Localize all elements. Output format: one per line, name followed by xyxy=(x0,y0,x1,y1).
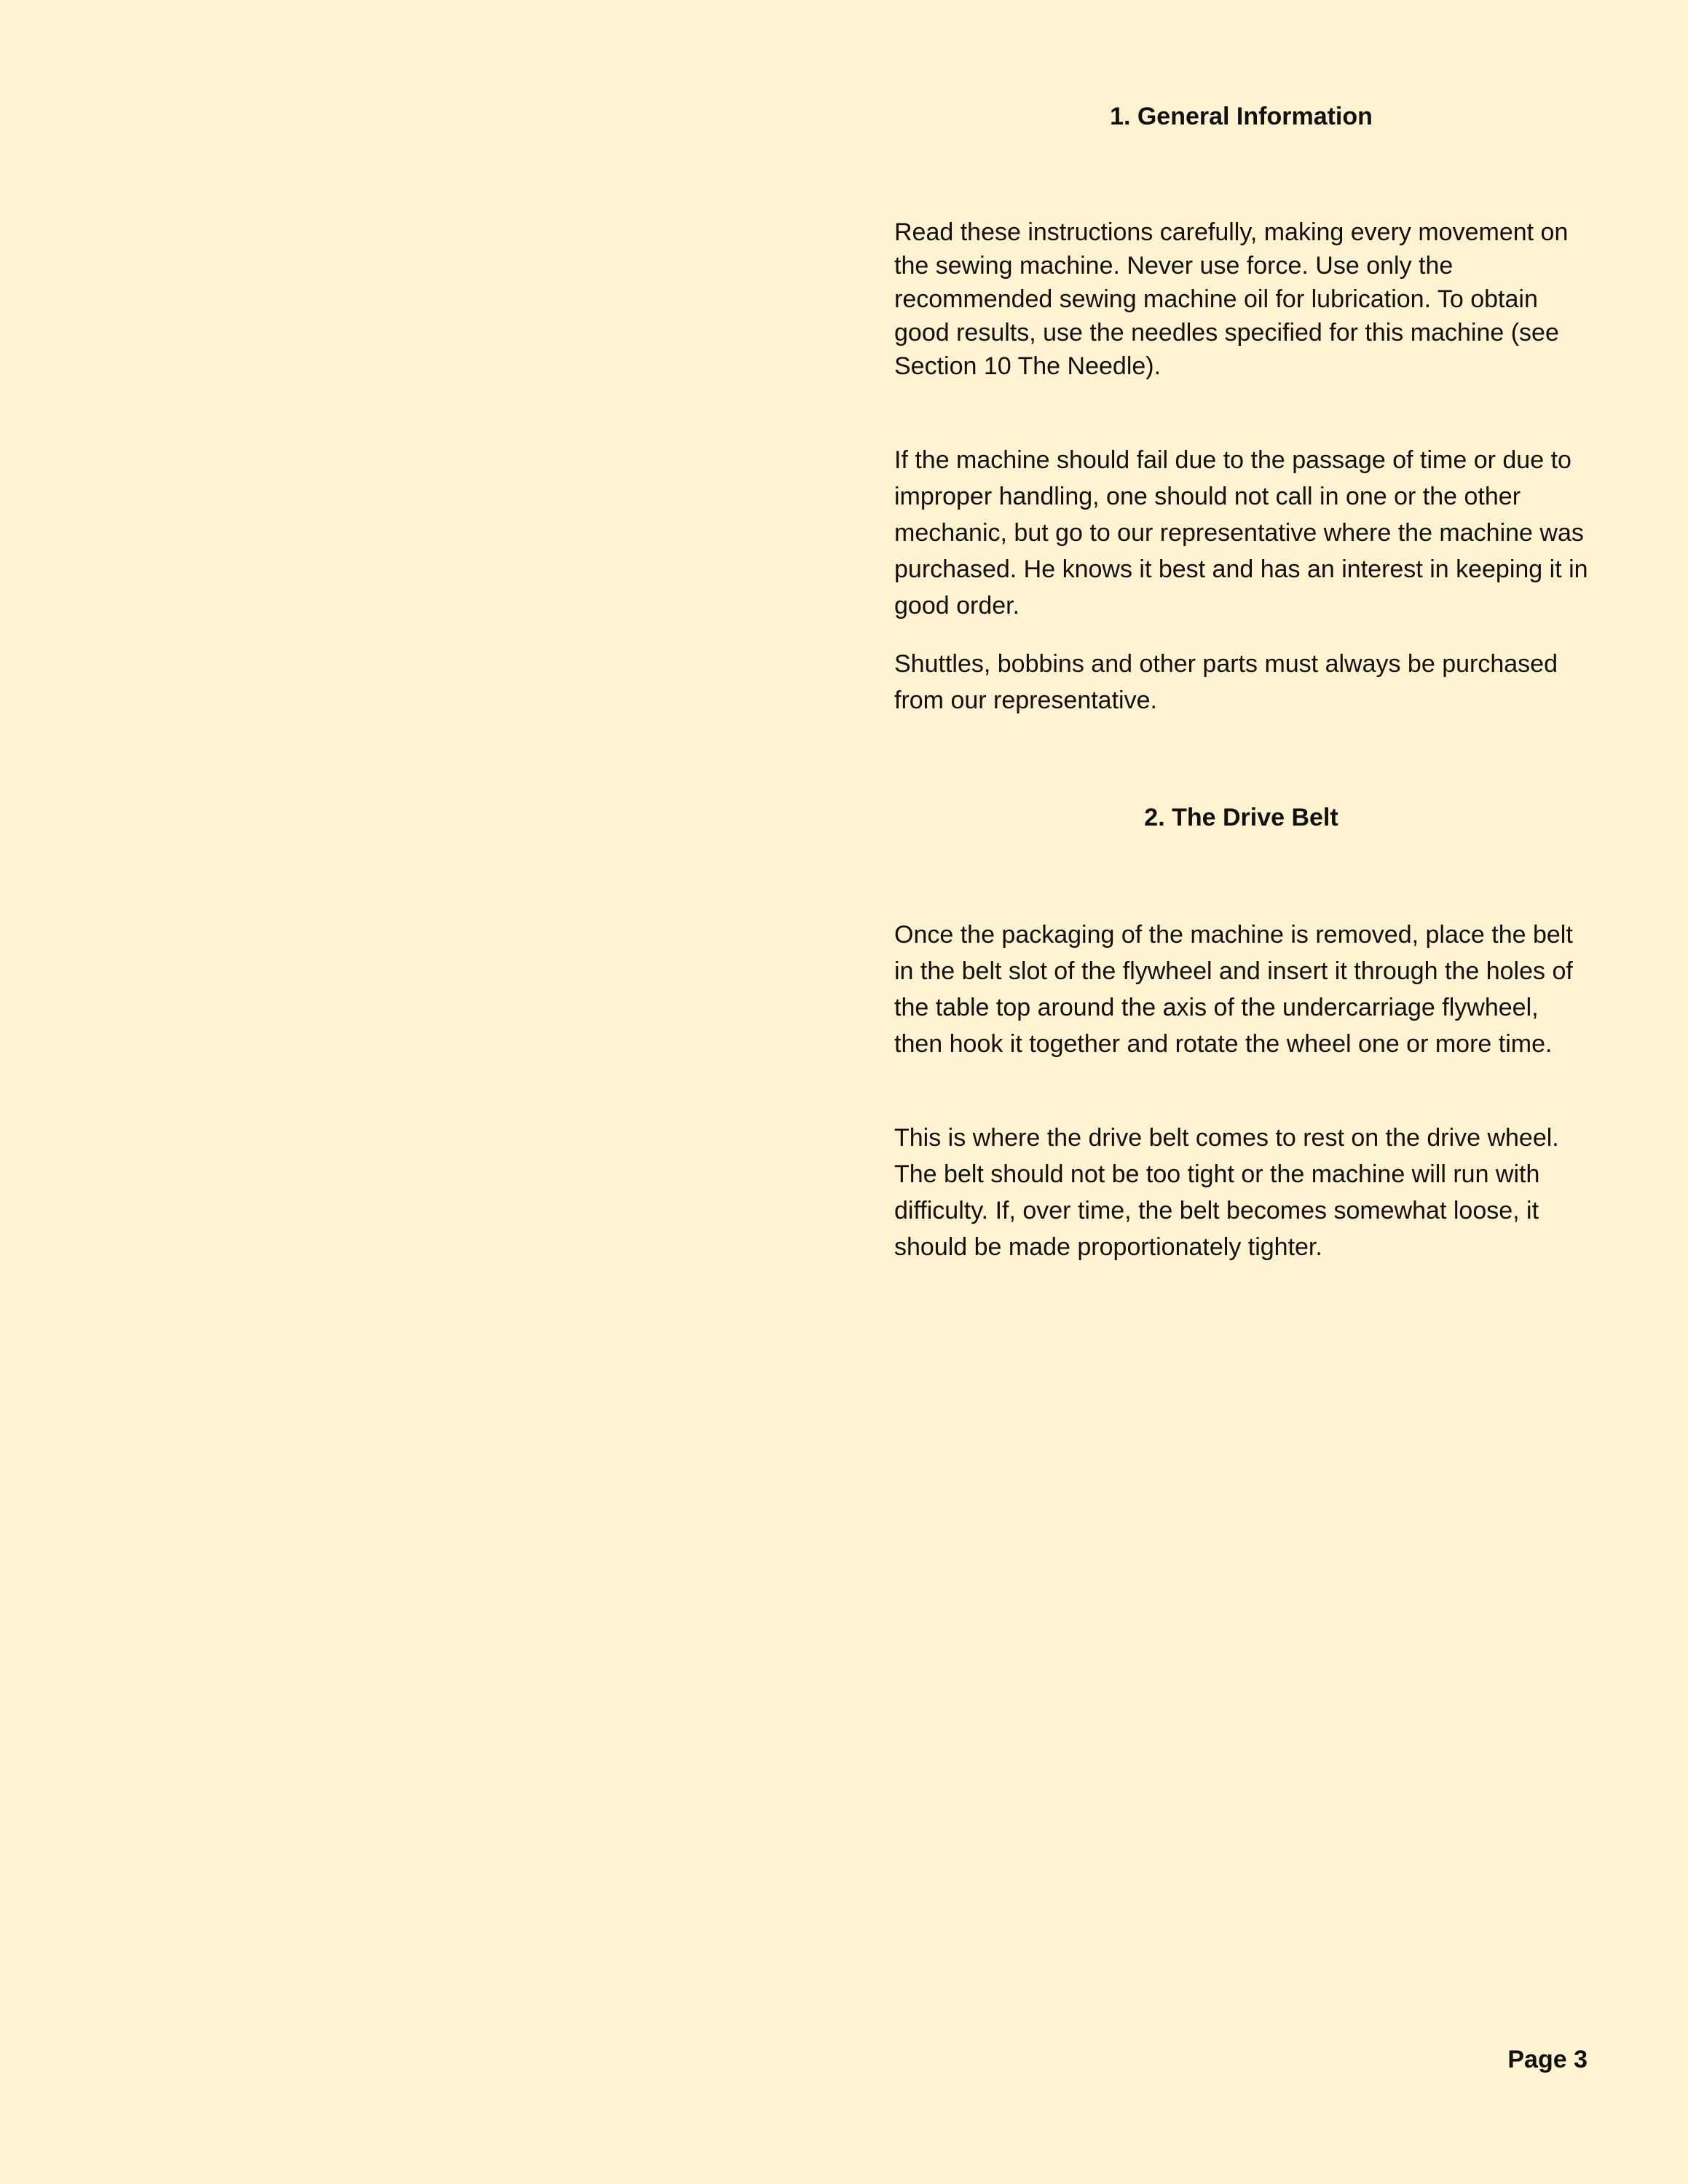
section-heading-general-information: 1. General Information xyxy=(1110,103,1373,130)
paragraph-drive-belt-1: Once the packaging of the machine is removed, place the belt in the belt slot of the flywheel and insert it through the holes of the table top around the axis of the undercarriage flywheel, then hook it together and rotate the wheel one or more time. xyxy=(894,921,1573,1058)
paragraph-general-info-2: If the machine should fail due to the passage of time or due to improper handling, one should not call in one or the other mechanic, but go to our representative where the machine was purchased. He knows it best and has an interest in keeping it in good order. xyxy=(894,446,1588,620)
page-number: Page 3 xyxy=(1507,2046,1588,2073)
paragraph-general-info-1: Read these instructions carefully, making every movement on the sewing machine. Never use force. Use only the recommended sewing machine oil for lubrication. To obtain good results, use the needles specified for this machine (see Section 10 The Needle). xyxy=(894,218,1569,380)
section-heading-drive-belt: 2. The Drive Belt xyxy=(1144,804,1338,831)
paragraph-general-info-3: Shuttles, bobbins and other parts must always be purchased from our representative. xyxy=(894,650,1558,714)
paragraph-drive-belt-2: This is where the drive belt comes to rest on the drive wheel. The belt should not be too tight or the machine will run with difficulty. If, over time, the belt becomes somewhat loose, it should be made proportionately tighter. xyxy=(894,1124,1559,1261)
